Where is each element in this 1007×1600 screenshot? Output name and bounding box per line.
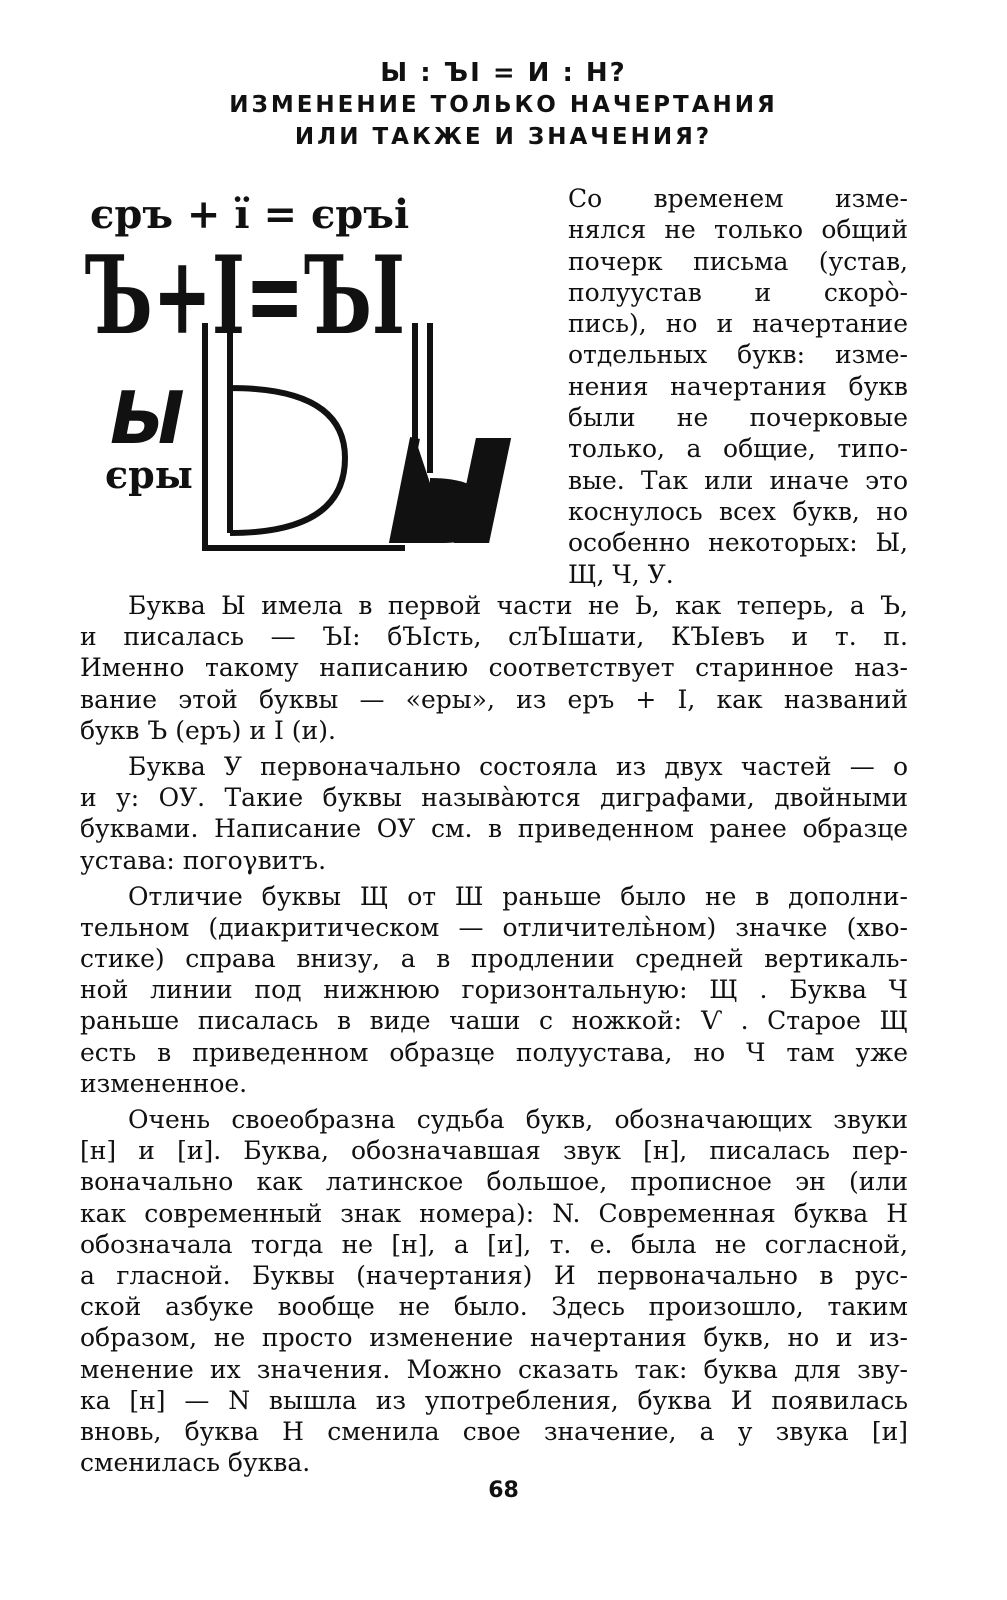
body-text-line: Очень своеобразна судьба букв, обозначающих звуки — [128, 1105, 908, 1134]
heading-formula: Ы : ЪІ = И : Н? — [380, 58, 627, 88]
body-text-line: сменилась буква. — [80, 1448, 311, 1478]
body-text-line: буквами. Написание ОУ см. в приведенном ранее образце — [80, 814, 908, 844]
side-text-line: коснулось всех букв, но — [568, 496, 908, 526]
figure-bold-glyphs: Ъ+І=ЪІ — [85, 233, 405, 359]
body-text-line: ной линии под нижнюю горизонтальную: Щ . Буква Ч — [80, 975, 908, 1005]
page-number: 68 — [488, 1478, 519, 1503]
body-text-line: и писалась — ЪІ: бЪІсть, слЪІшати, КЪІевъ и т. п. — [80, 622, 908, 652]
letter-evolution-figure — [85, 183, 525, 563]
body-text-line: вновь, буква Н сменила свое значение, а у звука [и] — [80, 1416, 908, 1446]
side-text-column — [568, 183, 908, 590]
body-text-line: ка [н] — N вышла из употребления, буква И появилась — [80, 1385, 908, 1415]
side-text-line: почерк письма (устав, — [568, 246, 908, 276]
body-text-line: как современный знак номера): N. Современная буква Н — [80, 1198, 908, 1228]
side-text-line: Щ, Ч, У. — [568, 559, 674, 589]
body-text-line: Отличие буквы Щ от Ш раньше было не в дополни- — [128, 881, 908, 911]
main-text-body — [80, 590, 908, 1478]
body-text-line: букв Ъ (еръ) и І (и). — [80, 715, 336, 745]
side-text-line: вые. Так или иначе это — [568, 465, 908, 495]
side-text-line: отдельных букв: изме- — [568, 340, 908, 370]
body-text-line: Буква Ы имела в первой части не Ь, как теперь, а Ъ, — [128, 591, 908, 620]
body-text-line: ской азбуке вообще не было. Здесь произошло, таким — [80, 1292, 908, 1322]
figure-label-ery: єры — [105, 452, 193, 497]
figure-label-y: Ы — [110, 376, 185, 460]
figure-top-label: єръ + ї = єръі — [90, 191, 410, 238]
heading-line-3: ИЛИ ТАКЖЕ И ЗНАЧЕНИЯ? — [294, 124, 713, 150]
side-text-line: нялся не только общий — [568, 215, 908, 245]
body-text-line: Буква У первоначально состояла из двух частей — о — [128, 751, 908, 781]
side-text-line: Со временем изме- — [568, 184, 908, 213]
side-text-line: полуустав и скоро̀- — [568, 277, 908, 307]
body-text-line: и у: ОУ. Такие буквы называ̀ются диграфами, двойными — [80, 783, 908, 813]
body-text-line: раньше писалась в виде чаши с ножкой: Ѵ . Старое Щ — [80, 1006, 908, 1036]
body-text-line: [н] и [и]. Буква, обозначавшая звук [н], писалась пер- — [80, 1136, 908, 1166]
side-text-line: пись), но и начертание — [568, 309, 908, 339]
body-text-line: тельном (диакритическом — отличитель̀ном) значке (хво- — [80, 912, 908, 942]
bold-italic-y-glyph — [395, 438, 505, 538]
side-text-line: только, а общие, типо- — [568, 434, 908, 464]
body-text-line: измененное. — [80, 1068, 248, 1098]
body-text-line: есть в приведенном образце полуустава, но Ч там уже — [80, 1037, 908, 1067]
body-text-line: воначально как латинское большое, прописное эн (или — [80, 1167, 908, 1197]
body-text-line: стике) справа внизу, а в продлении средней вертикаль- — [80, 944, 908, 974]
side-text-line: были не почерковые — [568, 403, 908, 433]
side-text-line: особенно некоторых: Ы, — [568, 528, 908, 558]
body-text-line: образом, не просто изменение начертания букв, но и из- — [80, 1323, 908, 1353]
body-text-line: вание этой буквы — «еры», из еръ + І, как названий — [80, 684, 908, 714]
heading-line-2: ИЗМЕНЕНИЕ ТОЛЬКО НАЧЕРТАНИЯ — [229, 92, 778, 118]
body-text-line: а гласной. Буквы (начертания) И первоначально в рус- — [80, 1260, 908, 1290]
body-text-line: менение их значения. Можно сказать так: буква для зву- — [80, 1354, 908, 1384]
side-text-line: нения начертания букв — [568, 371, 908, 401]
body-text-line: устава: погоγвитъ. — [80, 845, 327, 875]
body-text-line: обозначала тогда не [н], а [и], т. е. была не согласной, — [80, 1229, 908, 1259]
body-text-line: Именно такому написанию соответствует старинное наз- — [80, 653, 908, 683]
